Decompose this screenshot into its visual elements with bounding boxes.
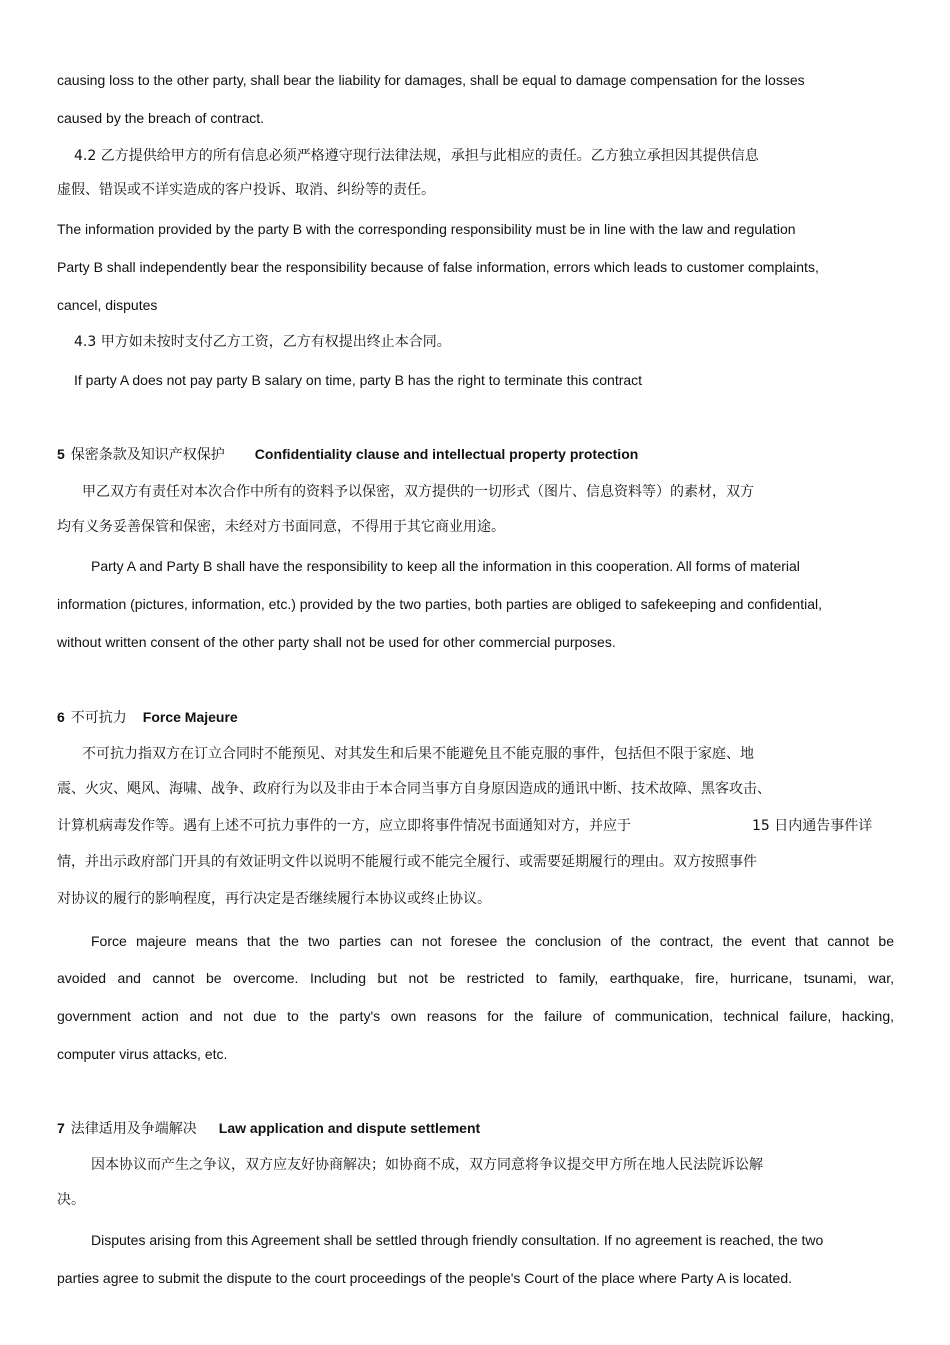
- section-7-heading: [57, 1118, 480, 1139]
- clause-4-3-zh: 4.3 甲方如未按时支付乙方工资，乙方有权提出终止本合同。: [74, 334, 451, 350]
- clause-4-2-zh-line-1: 4.2 乙方提供给甲方的所有信息必须严格遵守现行法律法规，承担与此相应的责任。乙方独立承担因其提供信息: [74, 148, 759, 164]
- section-7-zh-line-1: 因本协议而产生之争议，双方应友好协商解决；如协商不成，双方同意将争议提交甲方所在地人民法院诉讼解: [91, 1157, 763, 1173]
- section-title-en: Law application and dispute settlement: [218, 1120, 481, 1136]
- section-number: 5: [57, 446, 65, 462]
- clause-4-3-en: If party A does not pay party B salary on time, party B has the right to terminate this contract: [74, 372, 643, 388]
- s4-en-line-2: caused by the breach of contract.: [57, 110, 265, 126]
- section-6-heading: [57, 707, 238, 728]
- section-title-zh: 不可抗力: [70, 710, 127, 726]
- section-6-zh-line-4: 情，并出示政府部门开具的有效证明文件以说明不能履行或不能完全履行、或需要延期履行的理由。双方按照事件: [57, 854, 757, 870]
- section-5-heading: [57, 444, 638, 465]
- clause-4-2-zh-line-2: 虚假、错误或不详实造成的客户投诉、取消、纠纷等的责任。: [57, 182, 435, 198]
- section-7-en-line-1: Disputes arising from this Agreement shall be settled through friendly consultation. If no agreement is reached, the two: [91, 1232, 824, 1248]
- section-6-en-line-3: government action and not due to the party's own reasons for the failure of communication, technical failure, hacking,: [57, 1008, 894, 1024]
- section-6-en-line-2: avoided and cannot be overcome. Including but not be restricted to family, earthquake, fire, hurricane, tsunami, war,: [57, 970, 894, 986]
- section-7-zh-line-2: 决。: [57, 1192, 85, 1208]
- section-6-zh-line-3: 计算机病毒发作等。遇有上述不可抗力事件的一方，应立即将事件情况书面通知对方，并应于: [57, 818, 631, 834]
- section-6-en-line-4: computer virus attacks, etc.: [57, 1046, 228, 1062]
- section-number: 6: [57, 709, 65, 725]
- section-6-zh-line-1: 不可抗力指双方在订立合同时不能预见、对其发生和后果不能避免且不能克服的事件，包括但不限于家庭、地: [82, 746, 754, 762]
- section-5-zh-line-2: 均有义务妥善保管和保密，未经对方书面同意，不得用于其它商业用途。: [57, 519, 505, 535]
- clause-4-2-en-line-2: Party B shall independently bear the responsibility because of false information, errors which leads to customer complaints,: [57, 259, 819, 275]
- section-title-zh: 保密条款及知识产权保护: [70, 447, 225, 463]
- section-title-zh: 法律适用及争端解决: [70, 1121, 197, 1137]
- section-5-en-line-1: Party A and Party B shall have the responsibility to keep all the information in this cooperation. All forms of material: [91, 558, 800, 574]
- section-5-zh-line-1: 甲乙双方有责任对本次合作中所有的资料予以保密，双方提供的一切形式（图片、信息资料等）的素材，双方: [82, 484, 754, 500]
- section-5-en-line-2: information (pictures, information, etc.) provided by the two parties, both parties are obliged to safekeeping and confidential,: [57, 596, 822, 612]
- clause-4-2-en-line-3: cancel, disputes: [57, 297, 158, 313]
- section-number: 7: [57, 1120, 65, 1136]
- section-title-en: Force Majeure: [142, 709, 238, 725]
- s4-en-line-1: causing loss to the other party, shall bear the liability for damages, shall be equal to damage compensation for the losses: [57, 72, 805, 88]
- section-6-en-line-1: Force majeure means that the two parties can not foresee the conclusion of the contract, the event that cannot be: [91, 933, 894, 949]
- section-5-en-line-3: without written consent of the other party shall not be used for other commercial purposes.: [57, 634, 616, 650]
- section-6-zh-line-2: 震、火灾、飓风、海啸、战争、政府行为以及非由于本合同当事方自身原因造成的通讯中断、技术故障、黑客攻击、: [57, 781, 771, 797]
- section-title-en: Confidentiality clause and intellectual property protection: [254, 446, 639, 462]
- clause-4-2-en-line-1: The information provided by the party B with the corresponding responsibility must be in line with the law and regulation: [57, 221, 796, 237]
- section-6-zh-line-3-days: 15 日内通告事件详: [752, 818, 873, 834]
- section-6-zh-line-5: 对协议的履行的影响程度，再行决定是否继续履行本协议或终止协议。: [57, 891, 491, 907]
- section-7-en-line-2: parties agree to submit the dispute to the court proceedings of the people's Court of the place where Party A is located.: [57, 1270, 792, 1286]
